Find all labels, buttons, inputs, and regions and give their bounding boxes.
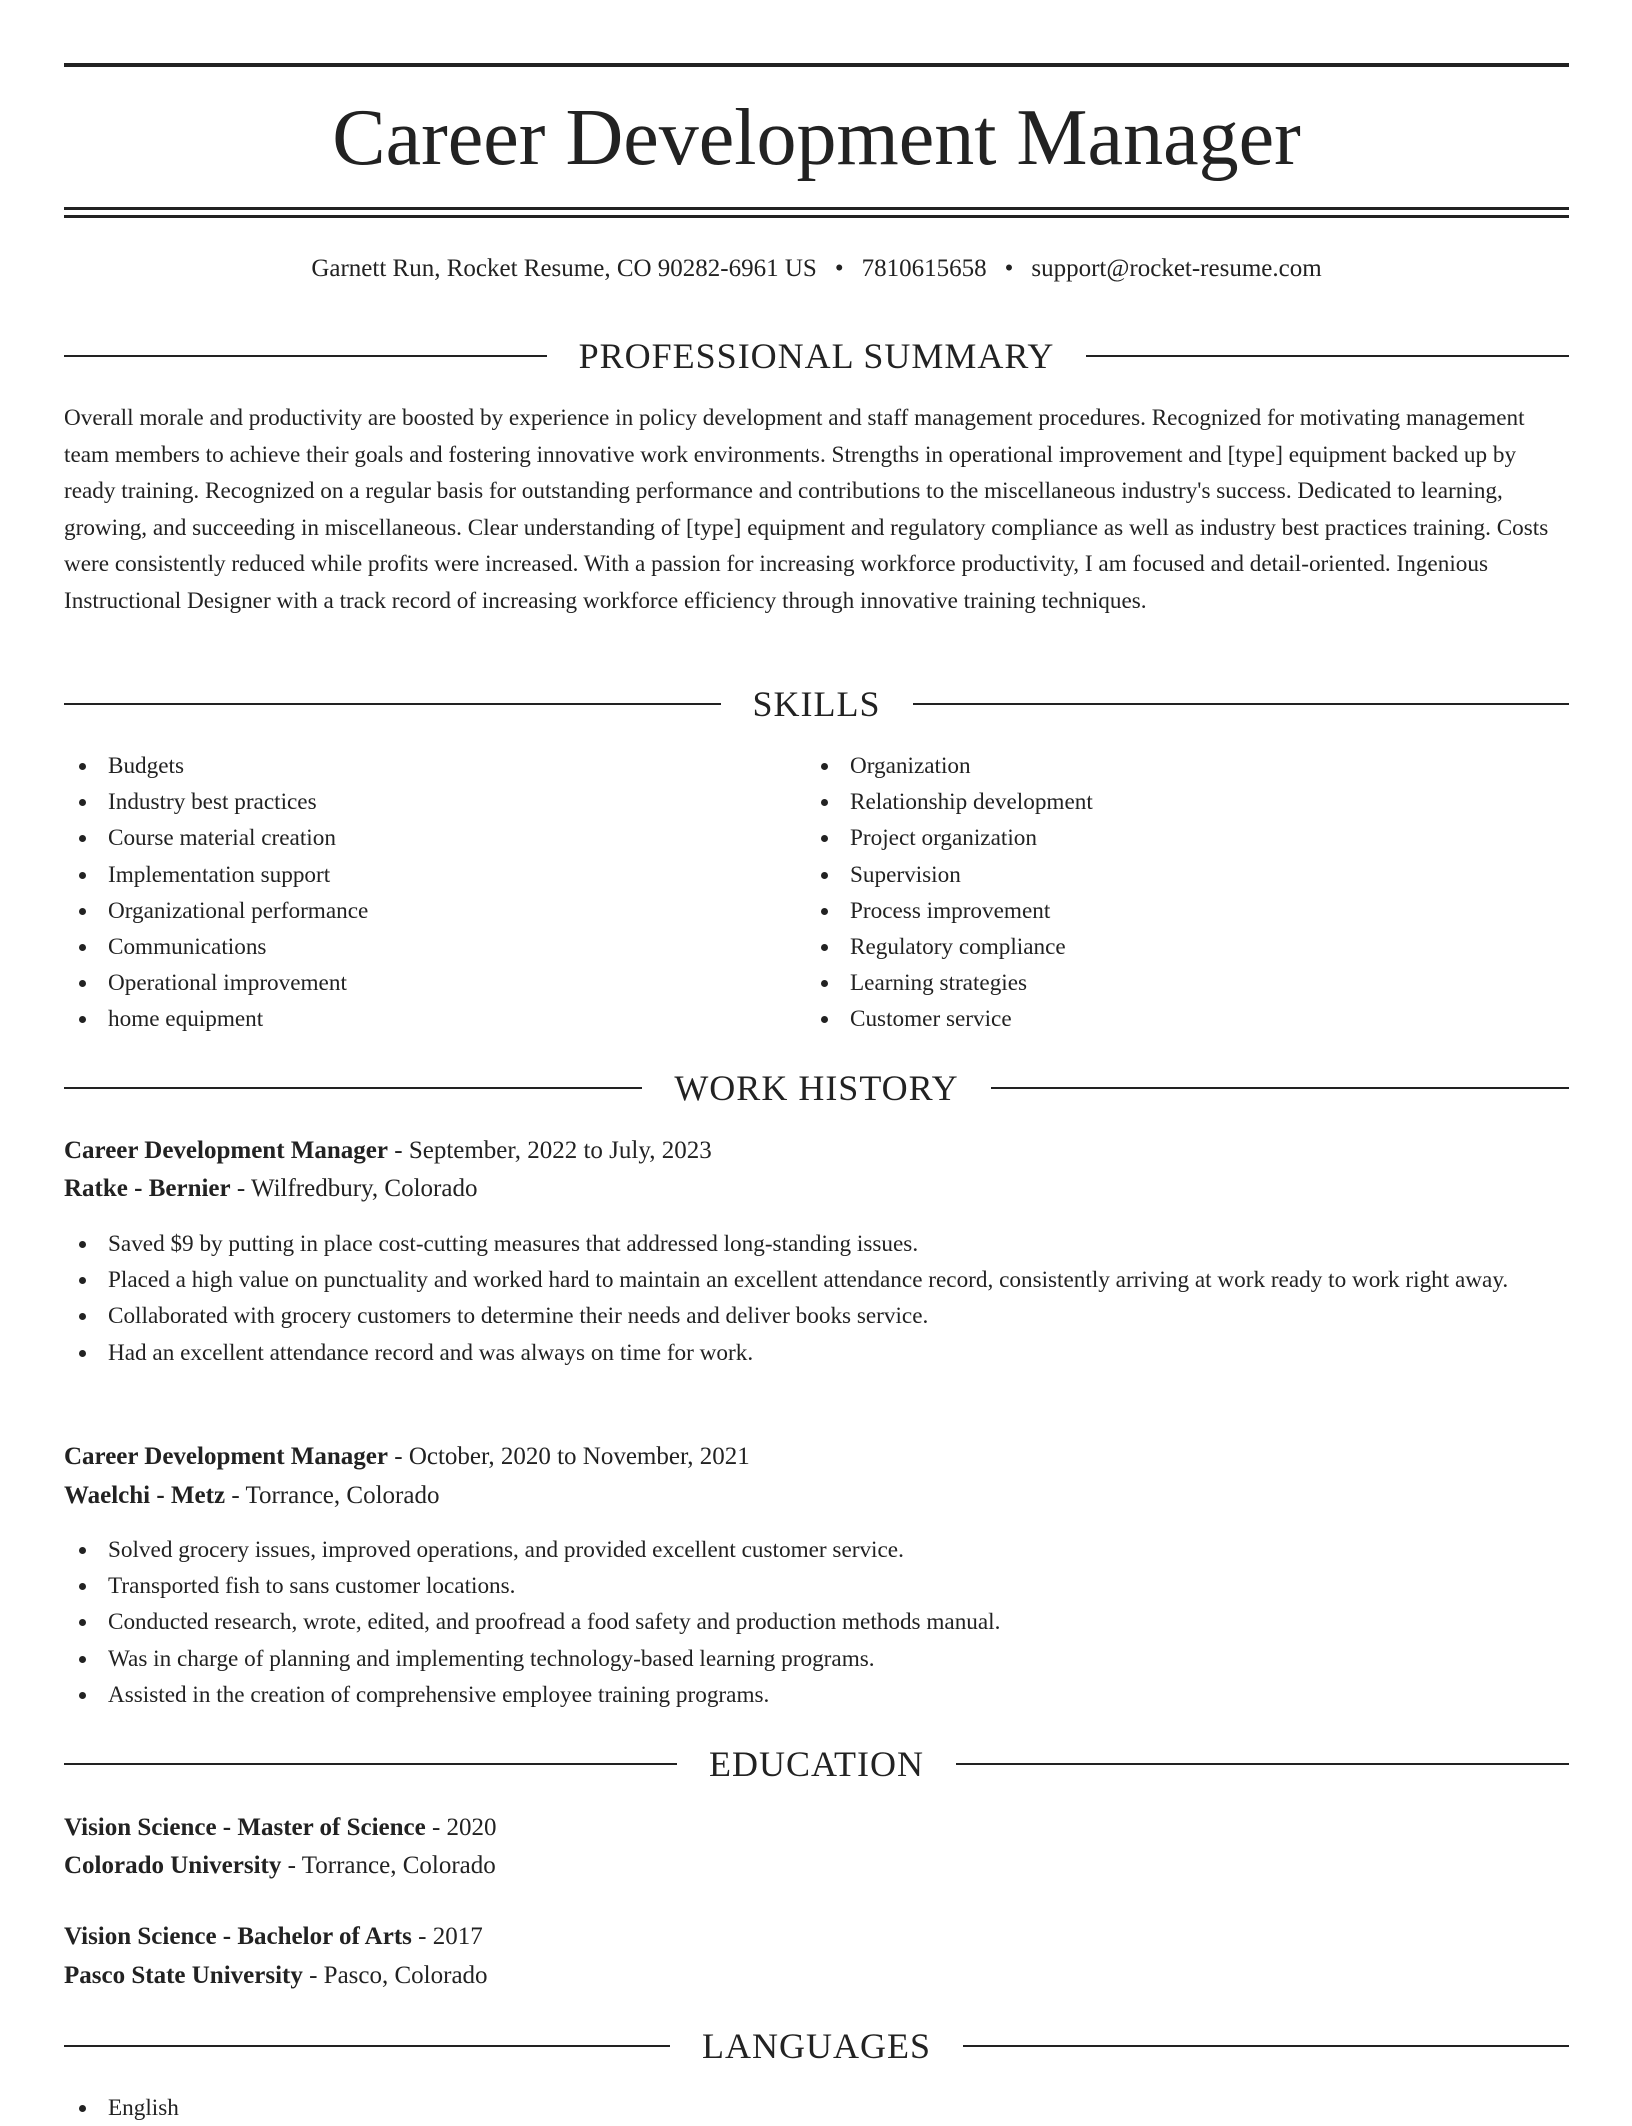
- skill-item: Relationship development: [806, 784, 1506, 820]
- job-title-line: Career Development Manager - September, 2022 to July, 2023: [64, 1137, 712, 1164]
- skill-item: Regulatory compliance: [806, 929, 1506, 965]
- job-title-line: Career Development Manager - October, 2020 to November, 2021: [64, 1443, 750, 1470]
- summary-heading: PROFESSIONAL SUMMARY: [578, 336, 1055, 376]
- job-bullet: Assisted in the creation of comprehensive employee training programs.: [64, 1677, 1569, 1713]
- job-bullet: Was in charge of planning and implementing technology-based learning programs.: [64, 1641, 1569, 1677]
- skills-list-left: [64, 748, 764, 1038]
- skill-item: Implementation support: [64, 857, 764, 893]
- skills-heading: SKILLS: [752, 684, 881, 724]
- contact-phone: 7810615658: [861, 255, 987, 282]
- summary-text: Overall morale and productivity are boosted by experience in policy development and staff management procedures. Recognized for motivating management team members to achieve their goals and fostering innovative work environments. Strengths in operational improvement and [type] equipment backed up by ready training. Recognized on a regular basis for outstanding performance and contributions to the miscellaneous industry's success. Dedicated to learning, growing, and succeeding in miscellaneous. Clear understanding of [type] equipment and regulatory compliance as well as industry best practices training. Costs were consistently reduced while profits were increased. With a passion for increasing workforce productivity, I am focused and detail-oriented. Ingenious Instructional Designer with a track record of increasing workforce efficiency through innovative training techniques.: [64, 405, 1549, 614]
- job-bullet: Conducted research, wrote, edited, and proofread a food safety and production methods manual.: [64, 1604, 1569, 1640]
- education-degree: Vision Science - Bachelor of Arts: [64, 1923, 412, 1950]
- education-school: Colorado University: [64, 1852, 282, 1879]
- education-heading: EDUCATION: [709, 1744, 924, 1784]
- top-rule: [64, 63, 1569, 67]
- skill-item: home equipment: [64, 1001, 764, 1037]
- divider-line: [64, 1087, 642, 1089]
- summary-section-header: [64, 332, 1569, 380]
- title-double-rule-bottom: [64, 215, 1569, 218]
- job-title: Career Development Manager: [64, 1443, 388, 1470]
- job-bullets: [64, 1532, 1569, 1713]
- job-bullet: Transported fish to sans customer locations.: [64, 1568, 1569, 1604]
- education-year: 2020: [446, 1814, 497, 1841]
- skills-section-header: [64, 680, 1569, 728]
- education-degree: Vision Science - Master of Science: [64, 1814, 426, 1841]
- job-dates: October, 2020 to November, 2021: [408, 1443, 750, 1470]
- education-section-header: [64, 1740, 1569, 1788]
- page-title: Career Development Manager: [332, 94, 1301, 182]
- skill-item: Organization: [806, 748, 1506, 784]
- work-section-header: [64, 1064, 1569, 1112]
- divider-line: [913, 703, 1570, 705]
- job-bullet: Collaborated with grocery customers to determine their needs and deliver books service.: [64, 1298, 1569, 1334]
- education-degree-line: Vision Science - Master of Science - 2020: [64, 1814, 497, 1841]
- skill-item: Operational improvement: [64, 965, 764, 1001]
- education-school-line: Pasco State University - Pasco, Colorado: [64, 1962, 488, 1989]
- divider-line: [64, 1763, 677, 1765]
- education-location: Torrance, Colorado: [301, 1852, 496, 1879]
- skill-item: Course material creation: [64, 820, 764, 856]
- job-bullet: Had an excellent attendance record and was always on time for work.: [64, 1335, 1569, 1371]
- job-dates: September, 2022 to July, 2023: [408, 1137, 712, 1164]
- skill-item: Communications: [64, 929, 764, 965]
- title-double-rule-top: [64, 207, 1569, 210]
- contact-line: [64, 252, 1569, 286]
- divider-line: [64, 2045, 670, 2047]
- languages-heading: LANGUAGES: [702, 2026, 931, 2066]
- divider-line: [64, 355, 547, 357]
- divider-line: [956, 1763, 1569, 1765]
- divider-line: [963, 2045, 1569, 2047]
- skill-item: Budgets: [64, 748, 764, 784]
- skill-item: Customer service: [806, 1001, 1506, 1037]
- education-degree-line: Vision Science - Bachelor of Arts - 2017: [64, 1923, 483, 1950]
- job-bullet: Saved $9 by putting in place cost-cutting measures that addressed long-standing issues.: [64, 1226, 1569, 1262]
- language-item: English: [64, 2090, 1569, 2126]
- skill-item: Process improvement: [806, 893, 1506, 929]
- skill-item: Learning strategies: [806, 965, 1506, 1001]
- skill-item: Organizational performance: [64, 893, 764, 929]
- skill-item: Industry best practices: [64, 784, 764, 820]
- job-bullet: Solved grocery issues, improved operations, and provided excellent customer service.: [64, 1532, 1569, 1568]
- job-location: Wilfredbury, Colorado: [251, 1175, 478, 1202]
- contact-address: Garnett Run, Rocket Resume, CO 90282-6961 US: [311, 255, 817, 282]
- contact-separator: •: [1004, 255, 1014, 282]
- work-heading: WORK HISTORY: [674, 1068, 959, 1108]
- job-company-line: Ratke - Bernier - Wilfredbury, Colorado: [64, 1175, 478, 1202]
- education-school-line: Colorado University - Torrance, Colorado: [64, 1852, 496, 1879]
- divider-line: [991, 1087, 1569, 1089]
- education-location: Pasco, Colorado: [323, 1962, 488, 1989]
- job-company: Waelchi - Metz: [64, 1482, 226, 1509]
- skill-item: Project organization: [806, 820, 1506, 856]
- education-school: Pasco State University: [64, 1962, 303, 1989]
- job-bullets: [64, 1226, 1569, 1371]
- divider-line: [1086, 355, 1569, 357]
- languages-list: [64, 2090, 1569, 2126]
- divider-line: [64, 703, 721, 705]
- job-company: Ratke - Bernier: [64, 1175, 231, 1202]
- languages-section-header: [64, 2022, 1569, 2070]
- job-bullet: Placed a high value on punctuality and worked hard to maintain an excellent attendance record, consistently arriving at work ready to work right away.: [64, 1262, 1569, 1298]
- contact-email: support@rocket-resume.com: [1031, 255, 1322, 282]
- contact-separator: •: [834, 255, 844, 282]
- education-year: 2017: [432, 1923, 483, 1950]
- job-title: Career Development Manager: [64, 1137, 388, 1164]
- skill-item: Supervision: [806, 857, 1506, 893]
- job-company-line: Waelchi - Metz - Torrance, Colorado: [64, 1482, 440, 1509]
- job-location: Torrance, Colorado: [245, 1482, 440, 1509]
- skills-list-right: [806, 748, 1506, 1038]
